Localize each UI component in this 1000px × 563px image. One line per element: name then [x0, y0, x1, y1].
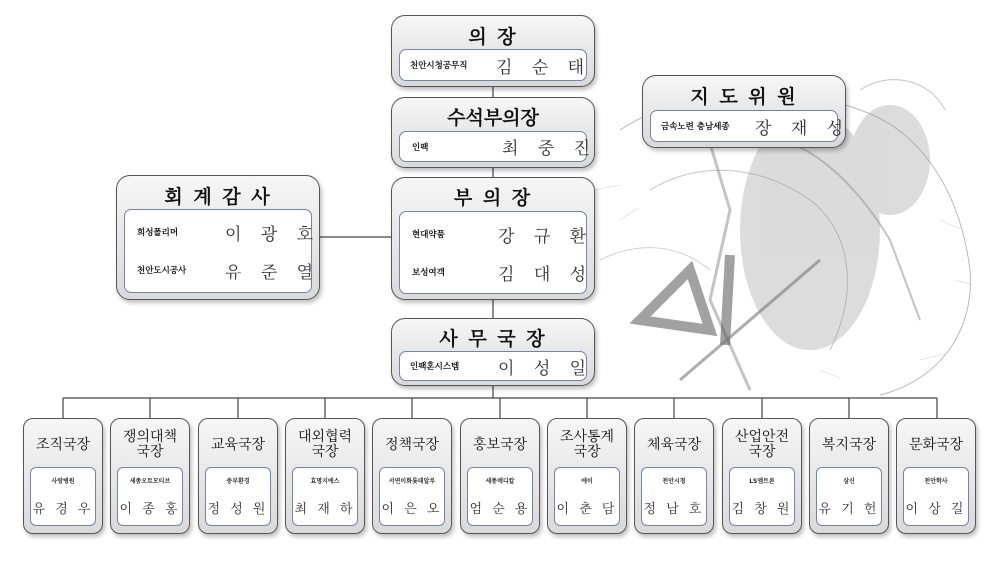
first-vice-org: 인팩	[412, 142, 429, 153]
secretary-info	[399, 351, 594, 381]
dept-card-statistics	[547, 418, 627, 534]
audit-info	[124, 209, 321, 293]
vice-title: 부 의 장	[453, 187, 533, 209]
dept-name: 김 창 원	[731, 502, 793, 517]
dept-info	[205, 467, 271, 526]
secretary-card	[391, 318, 595, 386]
advisor-info	[650, 110, 851, 142]
secretary-name: 이 성 일	[498, 358, 594, 379]
dept-name: 유 기 헌	[818, 502, 880, 517]
vice-info	[399, 211, 594, 294]
dept-name: 이 은 오	[381, 502, 443, 517]
chair-info	[399, 49, 592, 81]
dept-title: 조사통계 국장	[559, 429, 615, 460]
dept-info	[903, 467, 969, 526]
advisor-org: 금속노련 충남세종	[661, 122, 730, 132]
dept-card-safety	[722, 418, 802, 534]
dept-card-policy	[372, 418, 452, 534]
dept-name: 이 상 길	[905, 502, 967, 517]
dept-card-education	[198, 418, 278, 534]
vice-member	[400, 258, 594, 286]
chair-card	[391, 15, 595, 87]
dept-name: 정 남 호	[643, 502, 705, 517]
dept-org: 세종메디칼	[485, 478, 515, 485]
dept-name: 이 춘 담	[556, 502, 618, 517]
dept-title: 홍보국장	[472, 436, 528, 453]
dept-card-external	[285, 418, 365, 534]
dept-title: 조직국장	[35, 436, 91, 453]
dept-card-organization	[23, 418, 103, 534]
dept-name: 엄 순 용	[469, 502, 531, 517]
vice-card	[391, 177, 595, 300]
dept-org: 천안학사	[924, 478, 948, 485]
dept-org: 중부환경	[226, 478, 250, 485]
vice-member	[400, 220, 594, 248]
audit-org: 희성폴리머	[137, 228, 179, 238]
first-vice-name: 최 중 진	[502, 139, 598, 159]
dept-info	[641, 467, 707, 526]
dept-name: 최 재 하	[294, 502, 356, 517]
secretary-org: 인팩혼시스템	[410, 362, 460, 372]
dept-card-dispute	[110, 418, 190, 534]
audit-member	[125, 256, 321, 284]
dept-info	[379, 467, 445, 526]
dept-title: 문화국장	[908, 436, 964, 453]
dept-org: 천안시청	[662, 478, 686, 485]
dept-info	[816, 467, 882, 526]
audit-title: 회 계 감 사	[164, 186, 272, 208]
first-vice-title: 수석부의장	[447, 107, 539, 129]
advisor-card	[642, 75, 851, 148]
advisor-name: 장 재 성	[755, 118, 851, 139]
chair-name: 김 순 태	[496, 57, 592, 78]
chair-org: 천안시청공무직	[410, 61, 468, 71]
dept-title: 복지국장	[821, 436, 877, 453]
vice-name: 김 대 성	[498, 264, 594, 285]
dept-title: 교육국장	[210, 436, 266, 453]
dept-name: 이 종 홍	[119, 502, 181, 517]
dept-card-welfare	[809, 418, 889, 534]
dept-org: 세종오토모티브	[129, 478, 171, 485]
audit-name: 유 준 열	[225, 262, 321, 283]
dept-title: 정책국장	[384, 436, 440, 453]
dept-org: LS엠트론	[749, 478, 775, 485]
dept-info	[117, 467, 183, 526]
first-vice-info	[399, 131, 598, 162]
vice-org: 보성여객	[412, 268, 445, 278]
audit-member	[125, 218, 321, 246]
dept-org: 서연이화롯데알루	[388, 478, 436, 485]
dept-card-culture	[896, 418, 976, 534]
dept-title: 대외협력 국장	[297, 429, 353, 460]
dept-card-sports	[634, 418, 714, 534]
dept-org: 효명지에스	[310, 478, 340, 485]
dept-name: 유 경 우	[32, 502, 94, 517]
dept-org: 삼신	[843, 478, 855, 485]
vice-org: 현대약품	[412, 230, 445, 240]
chair-title: 의 장	[468, 26, 518, 48]
dept-card-pr	[460, 418, 540, 534]
dept-org: 에이	[581, 478, 593, 485]
audit-name: 이 광 호	[225, 224, 321, 245]
dept-info	[30, 467, 96, 526]
dept-org: 사랑병원	[51, 478, 75, 485]
dept-title: 쟁의대책 국장	[122, 429, 178, 460]
dept-info	[292, 467, 358, 526]
audit-card	[116, 175, 320, 300]
vice-name: 강 규 환	[498, 226, 594, 247]
advisor-title: 지 도 위 원	[690, 86, 798, 108]
dept-title: 체육국장	[646, 436, 702, 453]
dept-title: 산업안전 국장	[734, 429, 790, 460]
dept-info	[467, 467, 533, 526]
audit-org: 천안도시공사	[137, 266, 187, 276]
first-vice-card	[391, 97, 598, 168]
dept-name: 정 성 원	[207, 502, 269, 517]
dept-info	[729, 467, 795, 526]
secretary-title: 사 무 국 장	[439, 328, 547, 350]
dept-info	[554, 467, 620, 526]
